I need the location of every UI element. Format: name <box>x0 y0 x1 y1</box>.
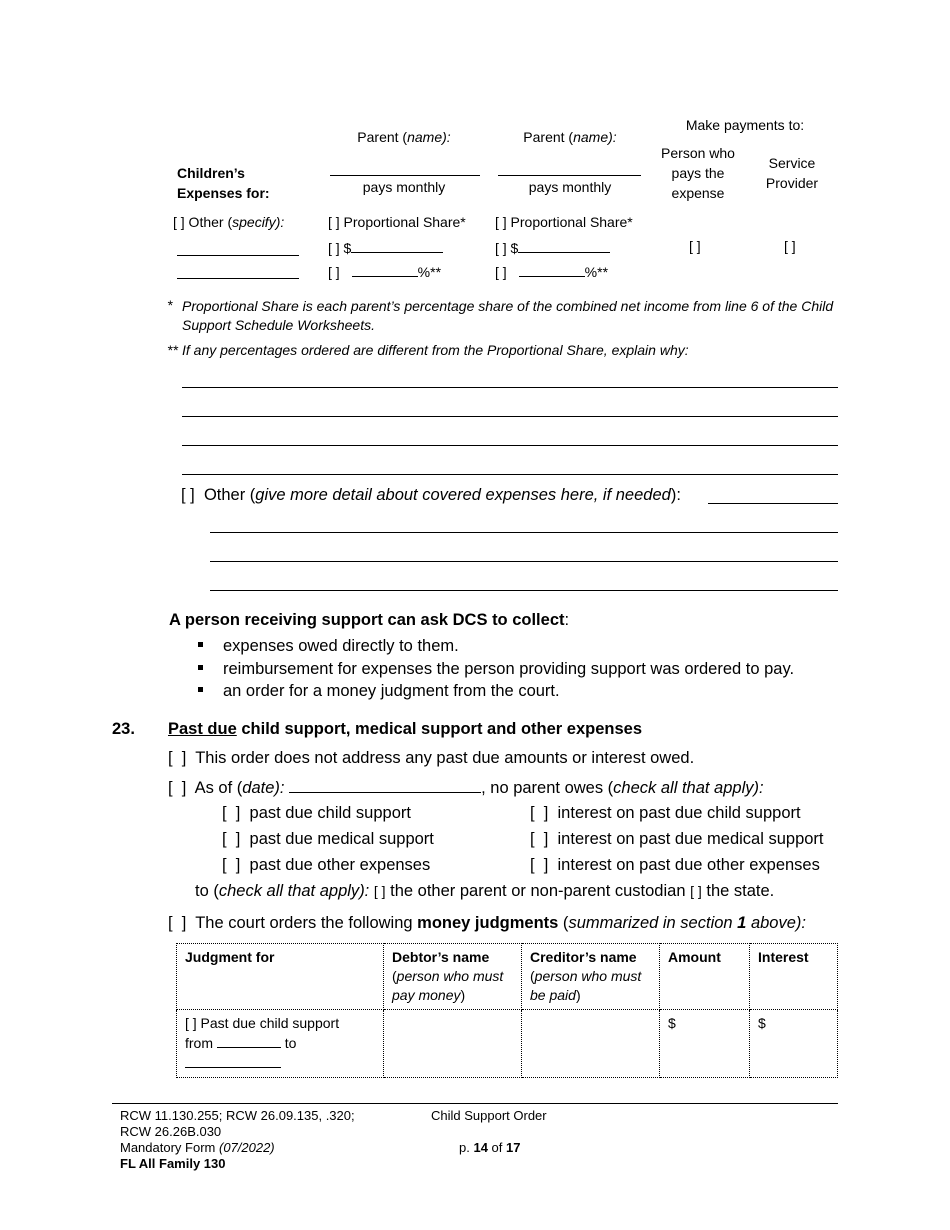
table-row <box>177 1010 838 1078</box>
interest-child-support-checkbox[interactable]: [ ] interest on past due child support <box>530 804 801 822</box>
other-detail-checkbox[interactable]: [ ] Other (give more detail about covered expenses here, if needed): <box>181 486 681 504</box>
interest-medical-support-checkbox[interactable]: [ ] interest on past due medical support <box>530 830 824 848</box>
footnote-star-marker: * <box>167 297 173 313</box>
parent1-proportional-share-checkbox[interactable]: [ ] Proportional Share* <box>328 214 466 230</box>
other-detail-line-0[interactable] <box>708 503 838 504</box>
parent2-percent-checkbox[interactable]: [ ] %** <box>495 264 609 280</box>
as-of-date-checkbox[interactable]: [ ] As of (date): , no parent owes (check all that apply): <box>168 779 764 797</box>
parent2-label: Parent (name): <box>523 129 617 145</box>
other-specify-checkbox[interactable]: [ ] Other (specify): <box>173 214 285 230</box>
footer-title: Child Support Order <box>431 1108 547 1123</box>
dcs-bullet-2: reimbursement for expenses the person providing support was ordered to pay. <box>223 660 795 678</box>
judgment-for-cell[interactable]: [ ] Past due child support from to <box>177 1010 384 1078</box>
make-payments-to-header: Make payments to: <box>685 117 805 133</box>
explain-line-1[interactable] <box>182 387 838 388</box>
interest-cell[interactable]: $ <box>750 1010 838 1078</box>
other-specify-line-2[interactable] <box>177 278 299 279</box>
footnote-dstar-marker: ** <box>167 342 178 358</box>
service-provider-checkbox[interactable]: [ ] <box>784 238 796 254</box>
footer-divider <box>112 1103 838 1104</box>
other-detail-line-2[interactable] <box>210 561 838 562</box>
parent2-proportional-share-checkbox[interactable]: [ ] Proportional Share* <box>495 214 633 230</box>
childrens-expenses-header: Children’s Expenses for: <box>177 165 270 201</box>
parent1-dollar-checkbox[interactable]: [ ] $ <box>328 238 443 256</box>
footer-page-number: p. 14 of 17 <box>459 1140 521 1155</box>
header-amount: Amount <box>660 944 750 1010</box>
table-header-row <box>177 944 838 1010</box>
header-debtor: Debtor’s name (person who must pay money) <box>384 944 522 1010</box>
header-judgment-for: Judgment for <box>177 944 384 1010</box>
parent1-label: Parent (name): <box>357 129 451 145</box>
state-checkbox[interactable]: [ ] <box>690 883 702 899</box>
parent1-name-line[interactable] <box>330 175 480 176</box>
other-specify-line-1[interactable] <box>177 255 299 256</box>
dcs-bullet-1: expenses owed directly to them. <box>223 637 459 655</box>
footnote-proportional-share: Proportional Share is each parent’s percentage share of the combined net income from line 6 of the Child Support Schedule Worksheets. <box>182 298 834 333</box>
other-parent-checkbox[interactable]: [ ] <box>373 883 386 899</box>
past-due-child-support-checkbox[interactable]: [ ] past due child support <box>222 804 411 822</box>
no-past-due-checkbox[interactable]: [ ] This order does not address any past due amounts or interest owed. <box>168 749 695 767</box>
amount-cell[interactable]: $ <box>660 1010 750 1078</box>
past-due-other-expenses-checkbox[interactable]: [ ] past due other expenses <box>222 856 431 874</box>
bullet-icon <box>198 665 203 670</box>
person-who-pays-header: Person who pays the expense <box>661 145 735 201</box>
section-23-number: 23. <box>112 720 135 738</box>
creditor-cell[interactable] <box>522 1010 660 1078</box>
other-detail-line-3[interactable] <box>210 590 838 591</box>
debtor-cell[interactable] <box>384 1010 522 1078</box>
interest-other-expenses-checkbox[interactable]: [ ] interest on past due other expenses <box>530 856 820 874</box>
explain-line-3[interactable] <box>182 445 838 446</box>
explain-line-2[interactable] <box>182 416 838 417</box>
header-creditor: Creditor’s name (person who must be paid) <box>522 944 660 1010</box>
bullet-icon <box>198 687 203 692</box>
person-who-pays-checkbox[interactable]: [ ] <box>689 238 701 254</box>
parent1-pays-monthly: pays monthly <box>362 179 446 195</box>
dcs-heading: A person receiving support can ask DCS to collect: <box>169 611 570 629</box>
money-judgments-checkbox[interactable]: [ ] The court orders the following money judgments (summarized in section 1 above): <box>168 914 806 932</box>
header-interest: Interest <box>750 944 838 1010</box>
money-judgment-table <box>176 943 838 1078</box>
dcs-bullet-3: an order for a money judgment from the court. <box>223 682 560 700</box>
footnote-explain-why: If any percentages ordered are different from the Proportional Share, explain why: <box>182 342 689 358</box>
parent2-dollar-checkbox[interactable]: [ ] $ <box>495 238 610 256</box>
other-detail-line-1[interactable] <box>210 532 838 533</box>
past-due-medical-support-checkbox[interactable]: [ ] past due medical support <box>222 830 434 848</box>
bullet-icon <box>198 642 203 647</box>
section-23-title: Past due child support, medical support and other expenses <box>168 720 643 738</box>
service-provider-header: Service Provider <box>765 155 819 191</box>
parent1-percent-checkbox[interactable]: [ ] %** <box>328 264 442 280</box>
owed-to-line: to (check all that apply): [ ] the other parent or non-parent custodian [ ] the state. <box>195 882 775 900</box>
explain-line-4[interactable] <box>182 474 838 475</box>
parent2-pays-monthly: pays monthly <box>528 179 612 195</box>
footer-left: RCW 11.130.255; RCW 26.09.135, .320; RCW 26.26B.030 Mandatory Form (07/2022) FL All Family 130 <box>120 1108 355 1171</box>
parent2-name-line[interactable] <box>498 175 641 176</box>
